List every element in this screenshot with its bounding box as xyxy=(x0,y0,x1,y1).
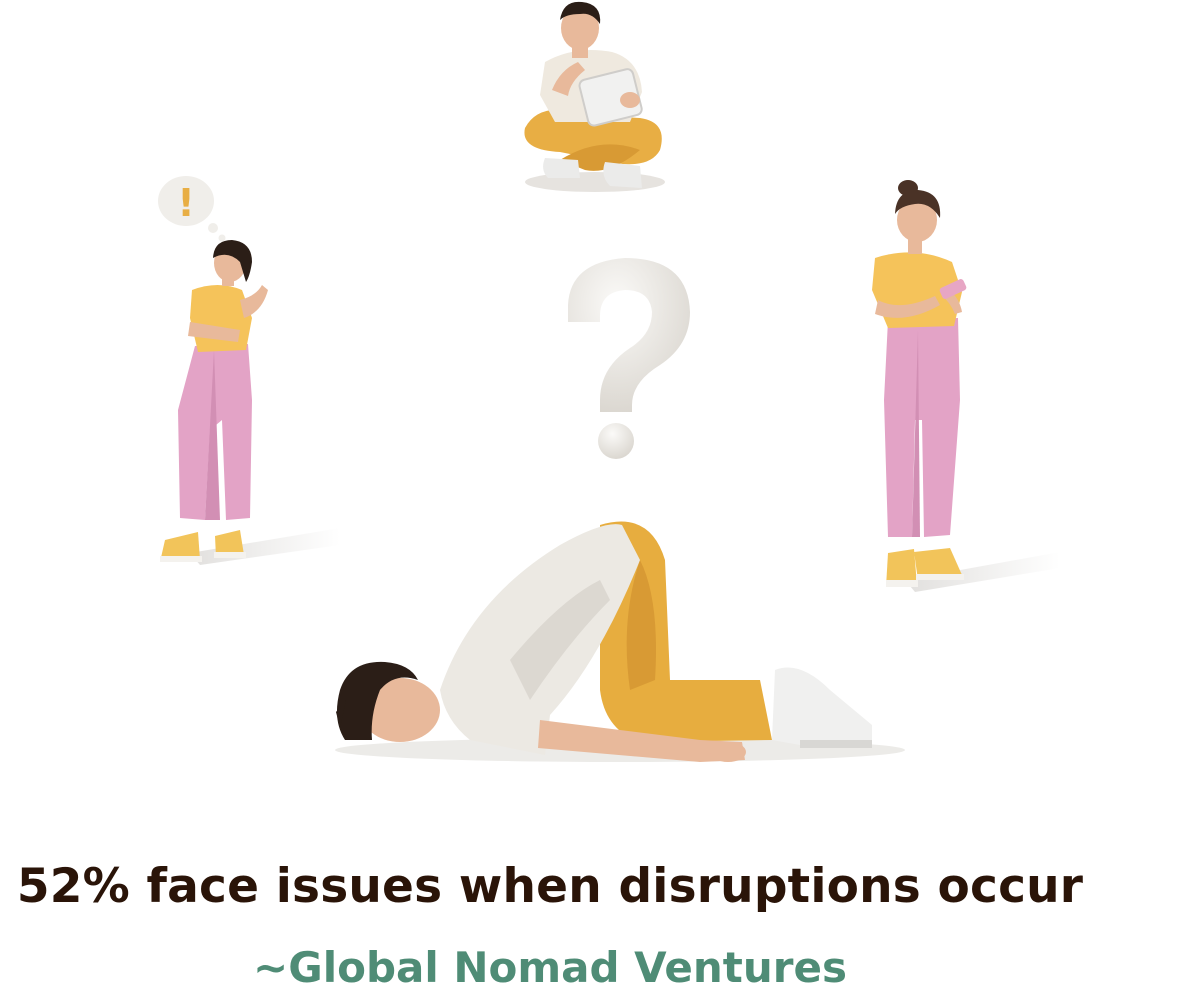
man-lying-prostrate xyxy=(335,522,905,762)
alert-bubble xyxy=(158,176,226,242)
question-mark xyxy=(568,258,690,459)
person-sitting-with-tablet xyxy=(524,2,665,192)
attribution: ~Global Nomad Ventures xyxy=(253,943,847,992)
woman-thinking-with-alert xyxy=(158,176,340,565)
alert-exclamation: ! xyxy=(177,181,195,225)
woman-using-phone xyxy=(872,180,1060,592)
headline: 52% face issues when disruptions occur xyxy=(16,859,1084,914)
